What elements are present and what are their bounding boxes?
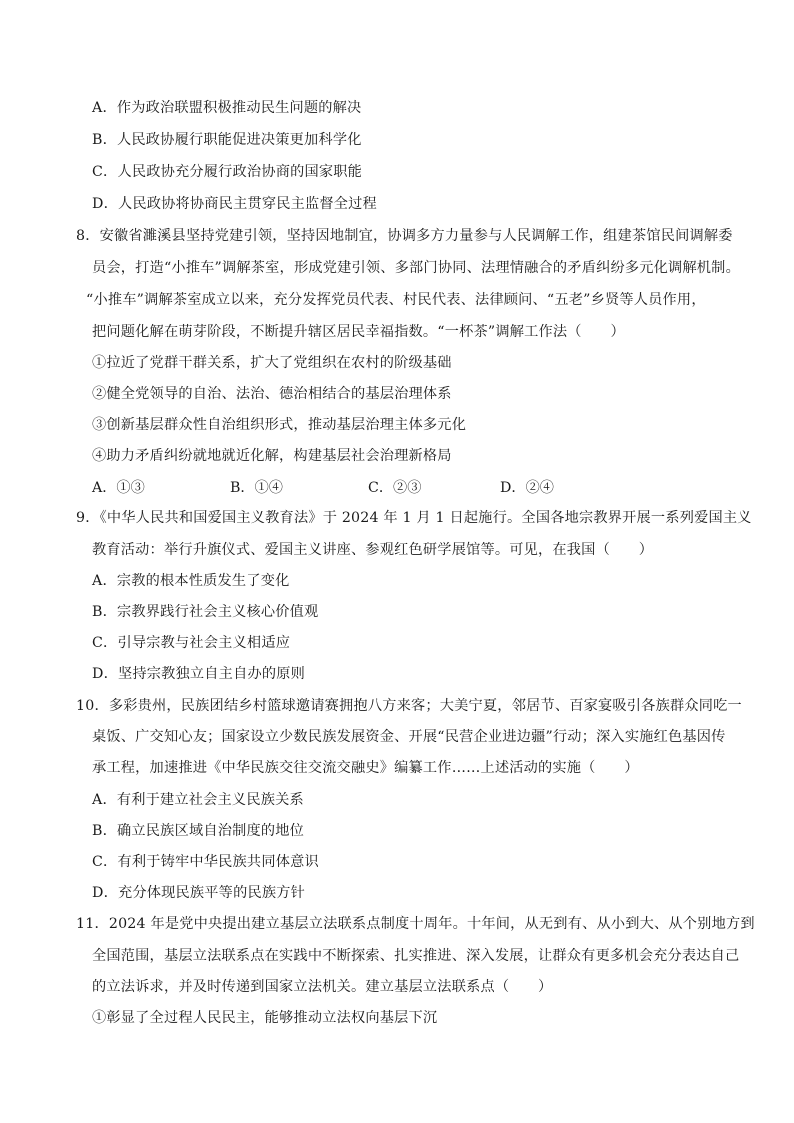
- q8-statement-1: ①拉近了党群干群关系，扩大了党组织在农村的阶级基础: [92, 355, 452, 371]
- option-b: B．人民政协履行职能促进决策更加科学化: [92, 132, 362, 148]
- q8-choice-c: C．②③: [368, 480, 422, 496]
- q8-choice-b: B．①④: [230, 480, 283, 496]
- q8-choice-a: A．①③: [92, 480, 145, 496]
- q10-stem-line-2: 桌饭、广交知心友；国家设立少数民族发展资金、开展“民营企业进边疆”行动；深入实施红色基因传: [92, 729, 726, 745]
- q11-stem-line-1: 11．2024 年是党中央提出建立基层立法联系点制度十周年。十年间，从无到有、从小到大、从个别地方到: [76, 916, 755, 932]
- q9-option-b: B．宗教界践行社会主义核心价值观: [92, 604, 319, 620]
- q8-stem-line-3: “小推车”调解茶室成立以来，充分发挥党员代表、村民代表、法律顾问、“五老”乡贤等人员作用，: [86, 292, 706, 308]
- q9-option-a: A．宗教的根本性质发生了变化: [92, 573, 290, 589]
- q11-stem-line-3: 的立法诉求，并及时传递到国家立法机关。建立基层立法联系点（ ）: [92, 979, 553, 995]
- q8-statement-2: ②健全党领导的自治、法治、德治相结合的基层治理体系: [92, 386, 452, 402]
- q8-stem-line-1: 8．安徽省濉溪县坚持党建引领，坚持因地制宜，协调多方力量参与人民调解工作，组建茶馆民间调解委: [76, 228, 733, 244]
- q9-option-c: C．引导宗教与社会主义相适应: [92, 635, 291, 651]
- q9-stem-line-1: 9．《中华人民共和国爱国主义教育法》于 2024 年 1 月 1 日起施行。全国各地宗教界开展一系列爱国主义: [76, 510, 752, 526]
- option-c: C．人民政协充分履行政治协商的国家职能: [92, 164, 363, 180]
- q8-choice-d: D．②④: [500, 480, 554, 496]
- q9-option-d: D．坚持宗教独立自主自办的原则: [92, 666, 306, 682]
- q10-stem-line-1: 10．多彩贵州，民族团结乡村篮球邀请赛拥抱八方来客；大美宁夏，邻居节、百家宴吸引各族群众同吃一: [76, 698, 742, 714]
- q11-statement-1: ①彰显了全过程人民民主，能够推动立法权向基层下沉: [92, 1010, 438, 1026]
- option-d: D．人民政协将协商民主贯穿民主监督全过程: [92, 196, 377, 212]
- q9-stem-line-2: 教育活动：举行升旗仪式、爱国主义讲座、参观红色研学展馆等。可见，在我国（ ）: [92, 542, 654, 558]
- q10-option-d: D．充分体现民族平等的民族方针: [92, 885, 306, 901]
- q8-statement-4: ④助力矛盾纠纷就地就近化解，构建基层社会治理新格局: [92, 448, 452, 464]
- q10-option-b: B．确立民族区域自治制度的地位: [92, 823, 305, 839]
- q8-stem-line-2: 员会，打造“小推车”调解茶室，形成党建引领、多部门协同、法理情融合的矛盾纠纷多元化调解机制。: [92, 260, 740, 276]
- q11-stem-line-2: 全国范围，基层立法联系点在实践中不断探索、扎实推进、深入发展，让群众有更多机会充分表达自己: [92, 948, 740, 964]
- q8-stem-line-4: 把问题化解在萌芽阶段，不断提升辖区居民幸福指数。“一杯茶”调解工作法（ ）: [92, 324, 625, 340]
- q10-stem-line-3: 承工程，加速推进《中华民族交往交流交融史》编纂工作……上述活动的实施（ ）: [92, 760, 639, 776]
- q10-option-c: C．有利于铸牢中华民族共同体意识: [92, 854, 319, 870]
- q8-statement-3: ③创新基层群众性自治组织形式，推动基层治理主体多元化: [92, 417, 467, 433]
- option-a: A．作为政治联盟积极推动民生问题的解决: [92, 100, 362, 116]
- q10-option-a: A．有利于建立社会主义民族关系: [92, 792, 304, 808]
